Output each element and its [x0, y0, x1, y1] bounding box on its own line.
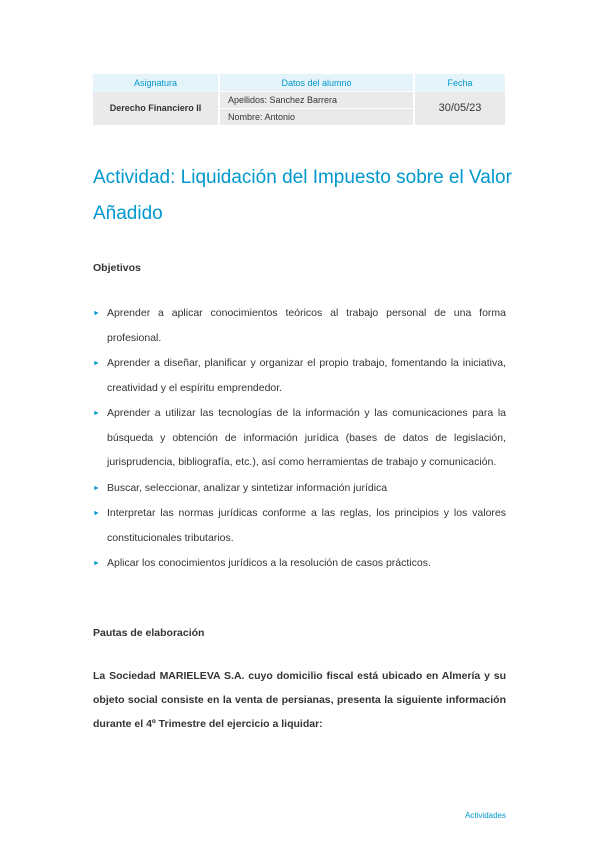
objectives-heading: Objetivos	[93, 262, 141, 274]
subject-cell: Derecho Financiero II	[93, 92, 219, 126]
name-cell: Nombre: Antonio	[219, 109, 414, 126]
triangle-right-icon: ►	[93, 510, 100, 517]
guidelines-paragraph: La Sociedad MARIELEVA S.A. cuyo domicilio fiscal está ubicado en Almería y su objeto social consiste en la venta de persianas, presenta la siguiente información durante el 4º Trimestre del ejercicio a liquidar:	[93, 670, 506, 730]
list-item	[93, 401, 506, 475]
list-item	[93, 501, 506, 550]
list-item-text: Aprender a utilizar las tecnologías de la información y las comunicaciones para la búsqueda y obtención de información jurídica (bases de datos de legislación, jurisprudencia, bibliografía, etc.), así como herramientas de trabajo y comunicación.	[107, 407, 506, 468]
subject-column-header: Asignatura	[93, 74, 219, 92]
footer-label: Actividades	[465, 811, 506, 820]
student-column-header: Datos del alumno	[219, 74, 414, 92]
list-item-text: Aplicar los conocimientos jurídicos a la resolución de casos prácticos.	[107, 557, 431, 569]
date-column-header: Fecha	[414, 74, 505, 92]
triangle-right-icon: ►	[93, 310, 100, 317]
list-item	[93, 301, 506, 350]
list-item-text: Aprender a diseñar, planificar y organizar el propio trabajo, fomentando la iniciativa, creatividad y el espíritu emprendedor.	[107, 357, 506, 394]
page-title: Actividad: Liquidación del Impuesto sobre el Valor Añadido	[93, 167, 512, 224]
list-item	[93, 476, 506, 501]
objectives-list	[93, 301, 506, 577]
triangle-right-icon: ►	[93, 484, 100, 492]
triangle-right-icon: ►	[93, 360, 100, 367]
list-item	[93, 351, 506, 400]
header-row	[93, 74, 505, 92]
list-item-text: Aprender a aplicar conocimientos teóricos al trabajo personal de una forma profesional.	[107, 307, 506, 344]
list-item-text: Buscar, seleccionar, analizar y sintetizar información jurídica	[107, 481, 388, 494]
list-item-text: Interpretar las normas jurídicas conforme a las reglas, los principios y los valores constitucionales tributarios.	[107, 507, 506, 544]
list-item	[93, 551, 506, 576]
triangle-right-icon: ►	[93, 560, 100, 567]
surname-cell: Apellidos: Sanchez Barrera	[219, 92, 414, 109]
triangle-right-icon: ►	[93, 410, 100, 417]
date-cell: 30/05/23	[414, 92, 505, 126]
guidelines-heading: Pautas de elaboración	[93, 627, 205, 639]
data-row	[93, 92, 505, 109]
header-table	[93, 74, 505, 125]
